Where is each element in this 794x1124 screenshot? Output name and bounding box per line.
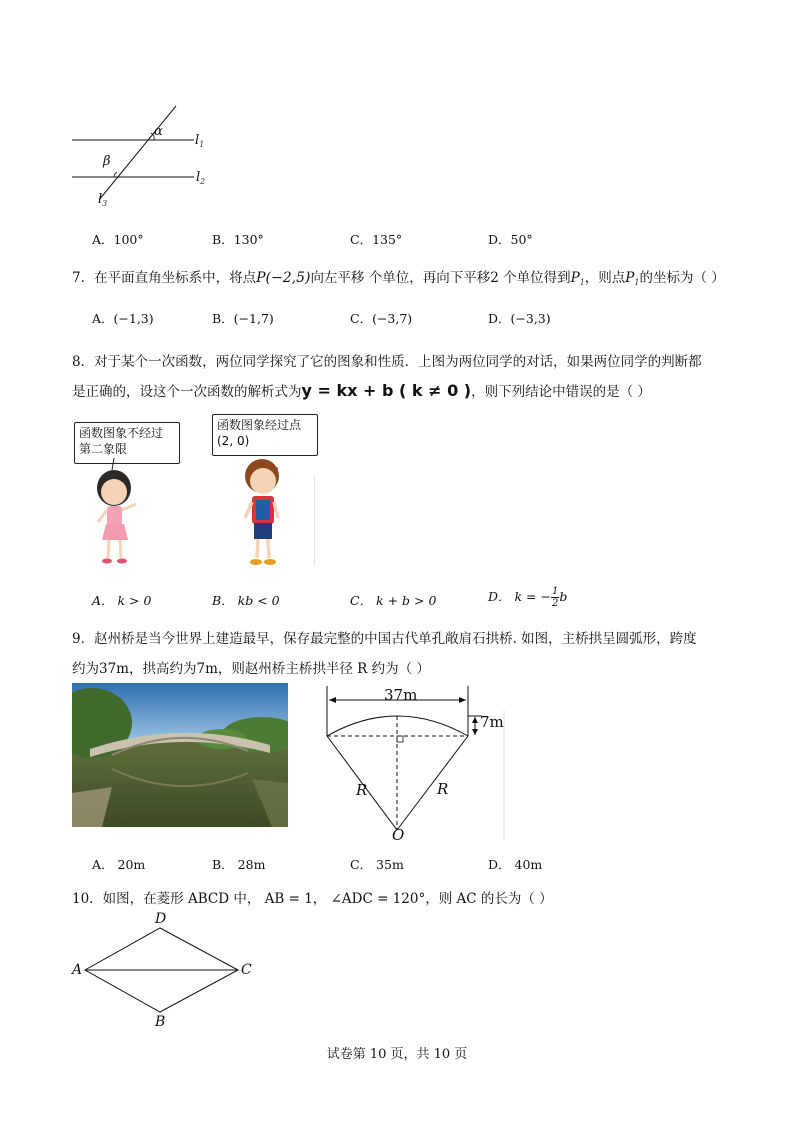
- q9-option-b[interactable]: B． 28m: [212, 857, 266, 872]
- q8-stem-line2: 是正确的，设这个一次函数的解析式为y = kx + b ( k ≠ 0 )，则下列结论中错误的是（ ）: [72, 381, 651, 400]
- q9-option-a[interactable]: A． 20m: [92, 857, 146, 872]
- page-footer: 试卷第 10 页，共 10 页: [326, 1047, 468, 1062]
- q6-option-b[interactable]: B．130°: [212, 232, 264, 247]
- boy-speech-bubble: 函数图象经过点 (2, 0): [212, 414, 318, 456]
- q6-option-d[interactable]: D．50°: [488, 232, 533, 247]
- q8-option-a[interactable]: A． k > 0: [92, 593, 152, 608]
- l2-label: $l_2$: [196, 170, 206, 186]
- q7-option-a[interactable]: A．(−1,3): [92, 311, 154, 326]
- q9-stem-line1: 9．赵州桥是当今世界上建造最早，保存最完整的中国古代单孔敞肩石拱桥. 如图，主桥拱呈圆弧形，跨度: [72, 631, 697, 647]
- vertex-b-label: B: [155, 1014, 166, 1030]
- beta-label: β: [103, 154, 111, 169]
- q7-option-d[interactable]: D．(−3,3): [488, 311, 551, 326]
- radius-right-label: R: [437, 780, 449, 798]
- arch-radius-diagram: [318, 680, 508, 848]
- q7-p1-repeat: P: [625, 270, 635, 286]
- q8-option-c[interactable]: C． k + b > 0: [350, 593, 437, 608]
- girl-speech-bubble: 函数图象不经过 第二象限: [74, 422, 180, 464]
- boy-illustration: [234, 456, 294, 570]
- center-o-label: O: [392, 826, 405, 844]
- q9-stem-line2: 约为37m，拱高约为7m，则赵州桥主桥拱半径 R 约为（ ）: [72, 661, 430, 677]
- q8-option-d[interactable]: D． k = − $\frac{1}{2}$ b: [488, 586, 568, 609]
- q6-option-c[interactable]: C．135°: [350, 232, 403, 247]
- vertex-c-label: C: [241, 962, 252, 978]
- q8-formula: y = kx + b ( k ≠ 0 ): [301, 381, 472, 400]
- q8-stem-line1: 8．对于某个一次函数，两位同学探究了它的图象和性质．上图为两位同学的对话，如果两位同学的判断都: [72, 354, 702, 370]
- alpha-label: α: [154, 124, 163, 139]
- figure-divider-line: [314, 476, 315, 566]
- l3-label: $l_3$: [98, 192, 108, 208]
- q7-option-c[interactable]: C．(−3,7): [350, 311, 413, 326]
- vertex-d-label: D: [155, 911, 167, 927]
- q7-stem: 7．在平面直角坐标系中，将点P(−2,5)向左平移 个单位，再向下平移2 个单位得到$P_1$，则点$P_1$的坐标为（ ）: [72, 270, 725, 287]
- q9-option-d[interactable]: D． 40m: [488, 857, 543, 872]
- q8-fraction: $\frac{1}{2}$: [551, 586, 559, 609]
- rhombus-abcd-figure: [80, 920, 250, 1020]
- q6-option-a[interactable]: A．100°: [92, 232, 144, 247]
- girl-illustration: [84, 458, 154, 570]
- q8-option-b[interactable]: B． kb < 0: [212, 593, 280, 608]
- q10-stem: 10．如图，在菱形 ABCD 中， AB = 1， ∠ADC = 120°，则 AC 的长为（ ）: [72, 891, 553, 907]
- l1-label: $l_1$: [195, 133, 205, 149]
- q7-option-b[interactable]: B．(−1,7): [212, 311, 274, 326]
- span-37m-label: 37m: [384, 686, 418, 704]
- radius-left-label: R: [356, 781, 368, 799]
- vertex-a-label: A: [72, 962, 83, 978]
- q9-option-c[interactable]: C． 35m: [350, 857, 404, 872]
- height-7m-label: 7m: [480, 713, 504, 731]
- parallel-lines-figure: [66, 100, 216, 215]
- zhaozhou-bridge-photo: [72, 683, 288, 827]
